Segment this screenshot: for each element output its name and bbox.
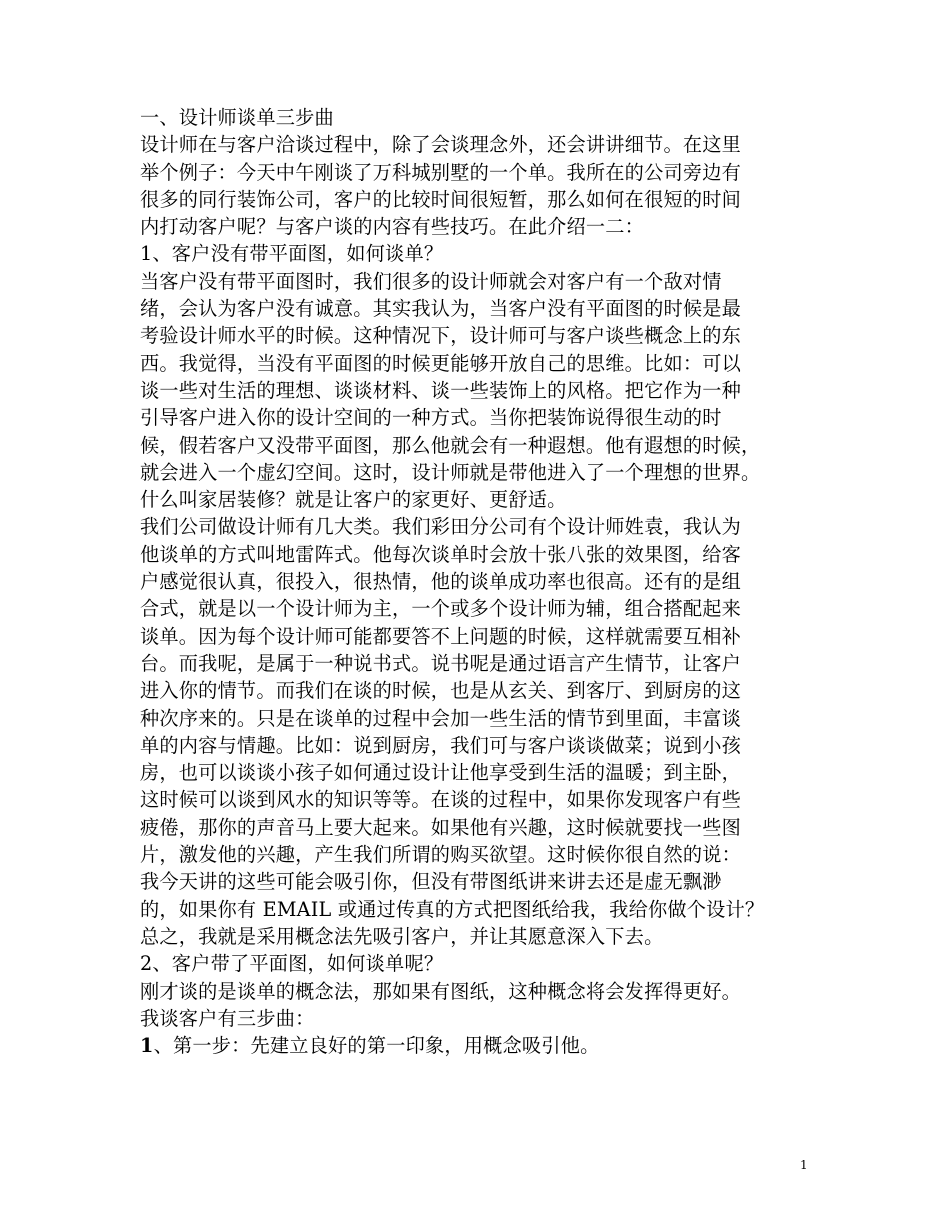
step-one-text: 、第一步：先建立良好的第一印象，用概念吸引他。 [153,1034,600,1058]
text-line: 疲倦，那你的声音马上要大起来。如果他有兴趣，这时候就要找一些图 [140,815,742,839]
text-line: 这时候可以谈到风水的知识等等。在谈的过程中，如果你发现客户有些 [140,788,742,812]
text-line: 的，如果你有 EMAIL 或通过传真的方式把图纸给我，我给你做个设计？ [140,897,765,921]
text-line: 片，激发他的兴趣，产生我们所谓的购买欲望。这时候你很自然的说： [140,843,742,867]
document-body [140,104,812,1059]
text-line: 内打动客户呢？与客户谈的内容有些技巧。在此介绍一二： [140,215,645,239]
text-line: 房，也可以谈谈小孩子如何通过设计让他享受到生活的温暖；到主卧， [140,761,742,785]
text-line: 我谈客户有三步曲： [140,1006,315,1030]
text-line: 台。而我呢，是属于一种说书式。说书呢是通过语言产生情节，让客户 [140,651,742,675]
text-line: 合式，就是以一个设计师为主，一个或多个设计师为辅，组合搭配起来 [140,597,742,621]
text-line: 就会进入一个虚幻空间。这时，设计师就是带他进入了一个理想的世界。 [140,460,761,484]
text-line: 我今天讲的这些可能会吸引你，但没有带图纸讲来讲去还是虚无飘渺 [140,870,722,894]
text-line: 什么叫家居装修？就是让客户的家更好、更舒适。 [140,488,567,512]
text-line: 种次序来的。只是在谈单的过程中会加一些生活的情节到里面，丰富谈 [140,706,742,730]
text-line: 很多的同行装饰公司，客户的比较时间很短暂，那么如何在很短的时间 [140,187,742,211]
text-line: 西。我觉得，当没有平面图的时候更能够开放自己的思维。比如：可以 [140,351,742,375]
text-line: 户感觉很认真，很投入，很热情，他的谈单成功率也很高。还有的是组 [140,570,742,594]
document-title: 一、设计师谈单三步曲 [140,106,334,129]
paragraph-lines [140,131,812,1032]
text-line: 1、客户没有带平面图，如何谈单？ [140,242,444,266]
text-line: 引导客户进入你的设计空间的一种方式。当你把装饰说得很生动的时 [140,406,722,430]
text-line: 绪，会认为客户没有诚意。其实我认为，当客户没有平面图的时候是最 [140,297,742,321]
text-line: 刚才谈的是谈单的概念法，那如果有图纸，这种概念将会发挥得更好。 [140,979,742,1003]
text-line: 举个例子：今天中午刚谈了万科城别墅的一个单。我所在的公司旁边有 [140,160,742,184]
step-one-number: 1 [140,1034,154,1058]
text-line: 候，假若客户又没带平面图，那么他就会有一种遐想。他有遐想的时候， [140,433,761,457]
page-number: 1 [800,1158,808,1172]
text-line: 进入你的情节。而我们在谈的时候，也是从玄关、到客厅、到厨房的这 [140,679,742,703]
text-line: 设计师在与客户洽谈过程中，除了会谈理念外，还会讲讲细节。在这里 [140,133,742,157]
text-line: 单的内容与情趣。比如：说到厨房，我们可与客户谈谈做菜；说到小孩 [140,733,742,757]
text-line: 他谈单的方式叫地雷阵式。他每次谈单时会放十张八张的效果图，给客 [140,542,742,566]
text-line: 总之，我就是采用概念法先吸引客户，并让其愿意深入下去。 [140,924,664,948]
text-line: 谈一些对生活的理想、谈谈材料、谈一些装饰上的风格。把它作为一种 [140,378,742,402]
text-line: 谈单。因为每个设计师可能都要答不上问题的时候，这样就需要互相补 [140,624,742,648]
step-one-line [140,1032,812,1059]
text-line: 2、客户带了平面图，如何谈单呢？ [140,952,444,976]
text-line: 我们公司做设计师有几大类。我们彩田分公司有个设计师姓袁，我认为 [140,515,742,539]
text-line: 当客户没有带平面图时，我们很多的设计师就会对客户有一个敌对情 [140,269,722,293]
text-line: 考验设计师水平的时候。这种情况下，设计师可与客户谈些概念上的东 [140,324,742,348]
